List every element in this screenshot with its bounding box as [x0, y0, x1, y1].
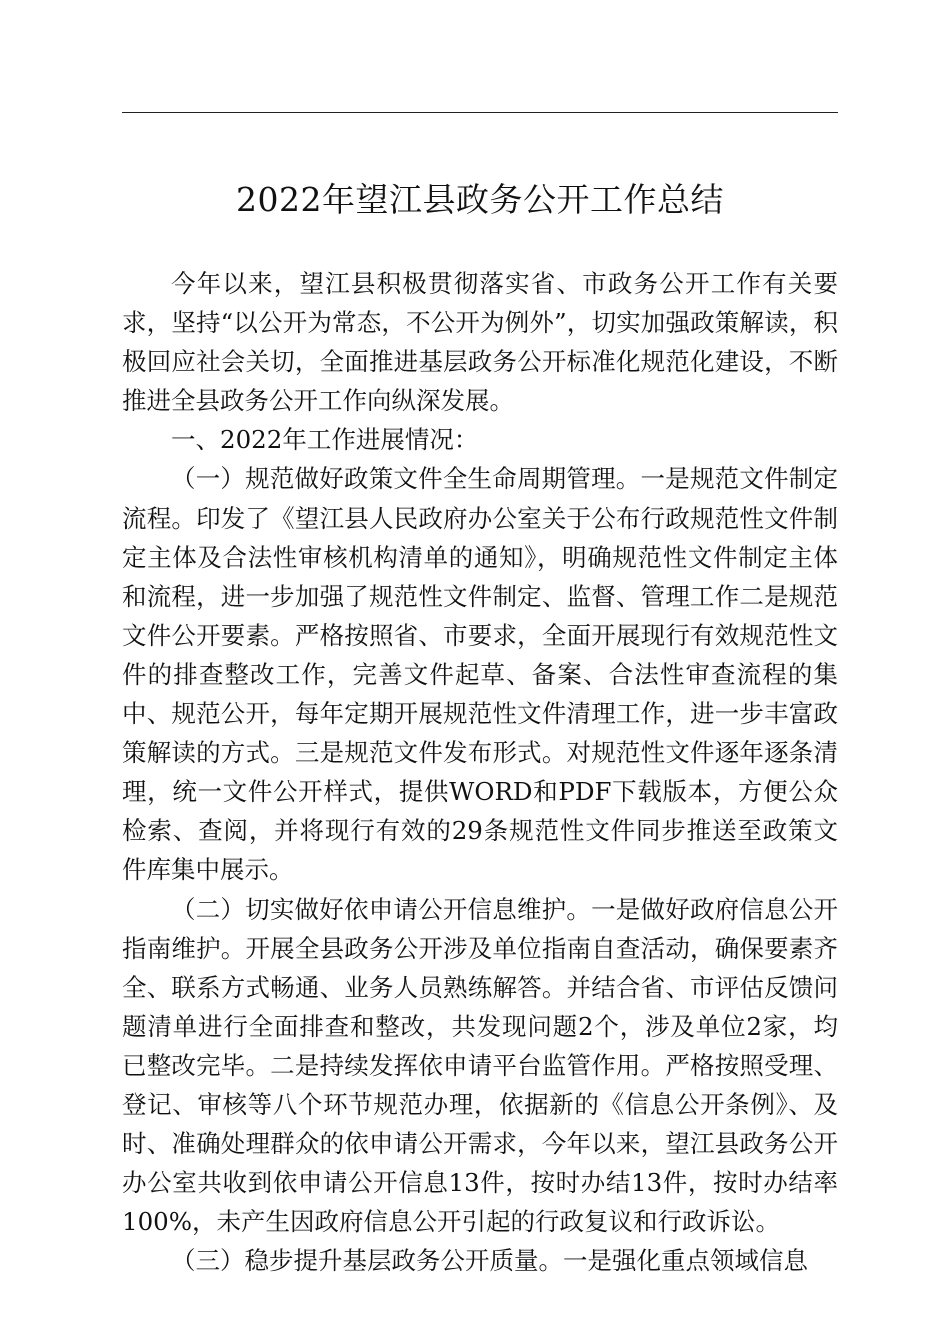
paragraph-section-3: （三）稳步提升基层政务公开质量。一是强化重点领域信息 — [171, 1246, 808, 1276]
section-heading: 一、2022年工作进展情况： — [171, 425, 479, 455]
document-title: 2022年望江县政务公开工作总结 — [236, 180, 724, 219]
paragraph-section-1: （一）规范做好政策文件全生命周期管理。一是规范文件制定流程。印发了《望江县人民政府办公室关于公布行政规范性文件制定主体及合法性审核机构清单的通知》，明确规范性文件制定主体和流程，进一步加强了规范性文件制定、监督、管理工作二是规范文件公开要素。严格按照省、市要求，全面开展现行有效规范性文件的排查整改工作，完善文件起草、备案、合法性审查流程的集中、规范公开，每年定期开展规范性文件清理工作，进一步丰富政策解读的方式。三是规范文件发布形式。对规范性文件逐年逐条清理，统一文件公开样式，提供WORD和PDF下载版本，方便公众检索、查阅，并将现行有效的29条规范性文件同步推送至政策文件库集中展示。 — [122, 464, 838, 885]
header-rule — [122, 112, 838, 113]
paragraph-section-2: （二）切实做好依申请公开信息维护。一是做好政府信息公开指南维护。开展全县政务公开涉及单位指南自查活动，确保要素齐全、联系方式畅通、业务人员熟练解答。并结合省、市评估反馈问题清单进行全面排查和整改，共发现问题2个，涉及单位2家，均已整改完毕。二是持续发挥依申请平台监管作用。严格按照受理、登记、审核等八个环节规范办理，依据新的《信息公开条例》、及时、准确处理群众的依申请公开需求，今年以来，望江县政务公开办公室共收到依申请公开信息13件，按时办结13件，按时办结率100%，未产生因政府信息公开引起的行政复议和行政诉讼。 — [122, 894, 838, 1237]
document-body — [122, 264, 838, 1280]
paragraph-intro: 今年以来，望江县积极贯彻落实省、市政务公开工作有关要求，坚持“以公开为常态，不公开为例外”，切实加强政策解读，积极回应社会关切，全面推进基层政务公开标准化规范化建设，不断推进全县政务公开工作向纵深发展。 — [122, 269, 838, 416]
